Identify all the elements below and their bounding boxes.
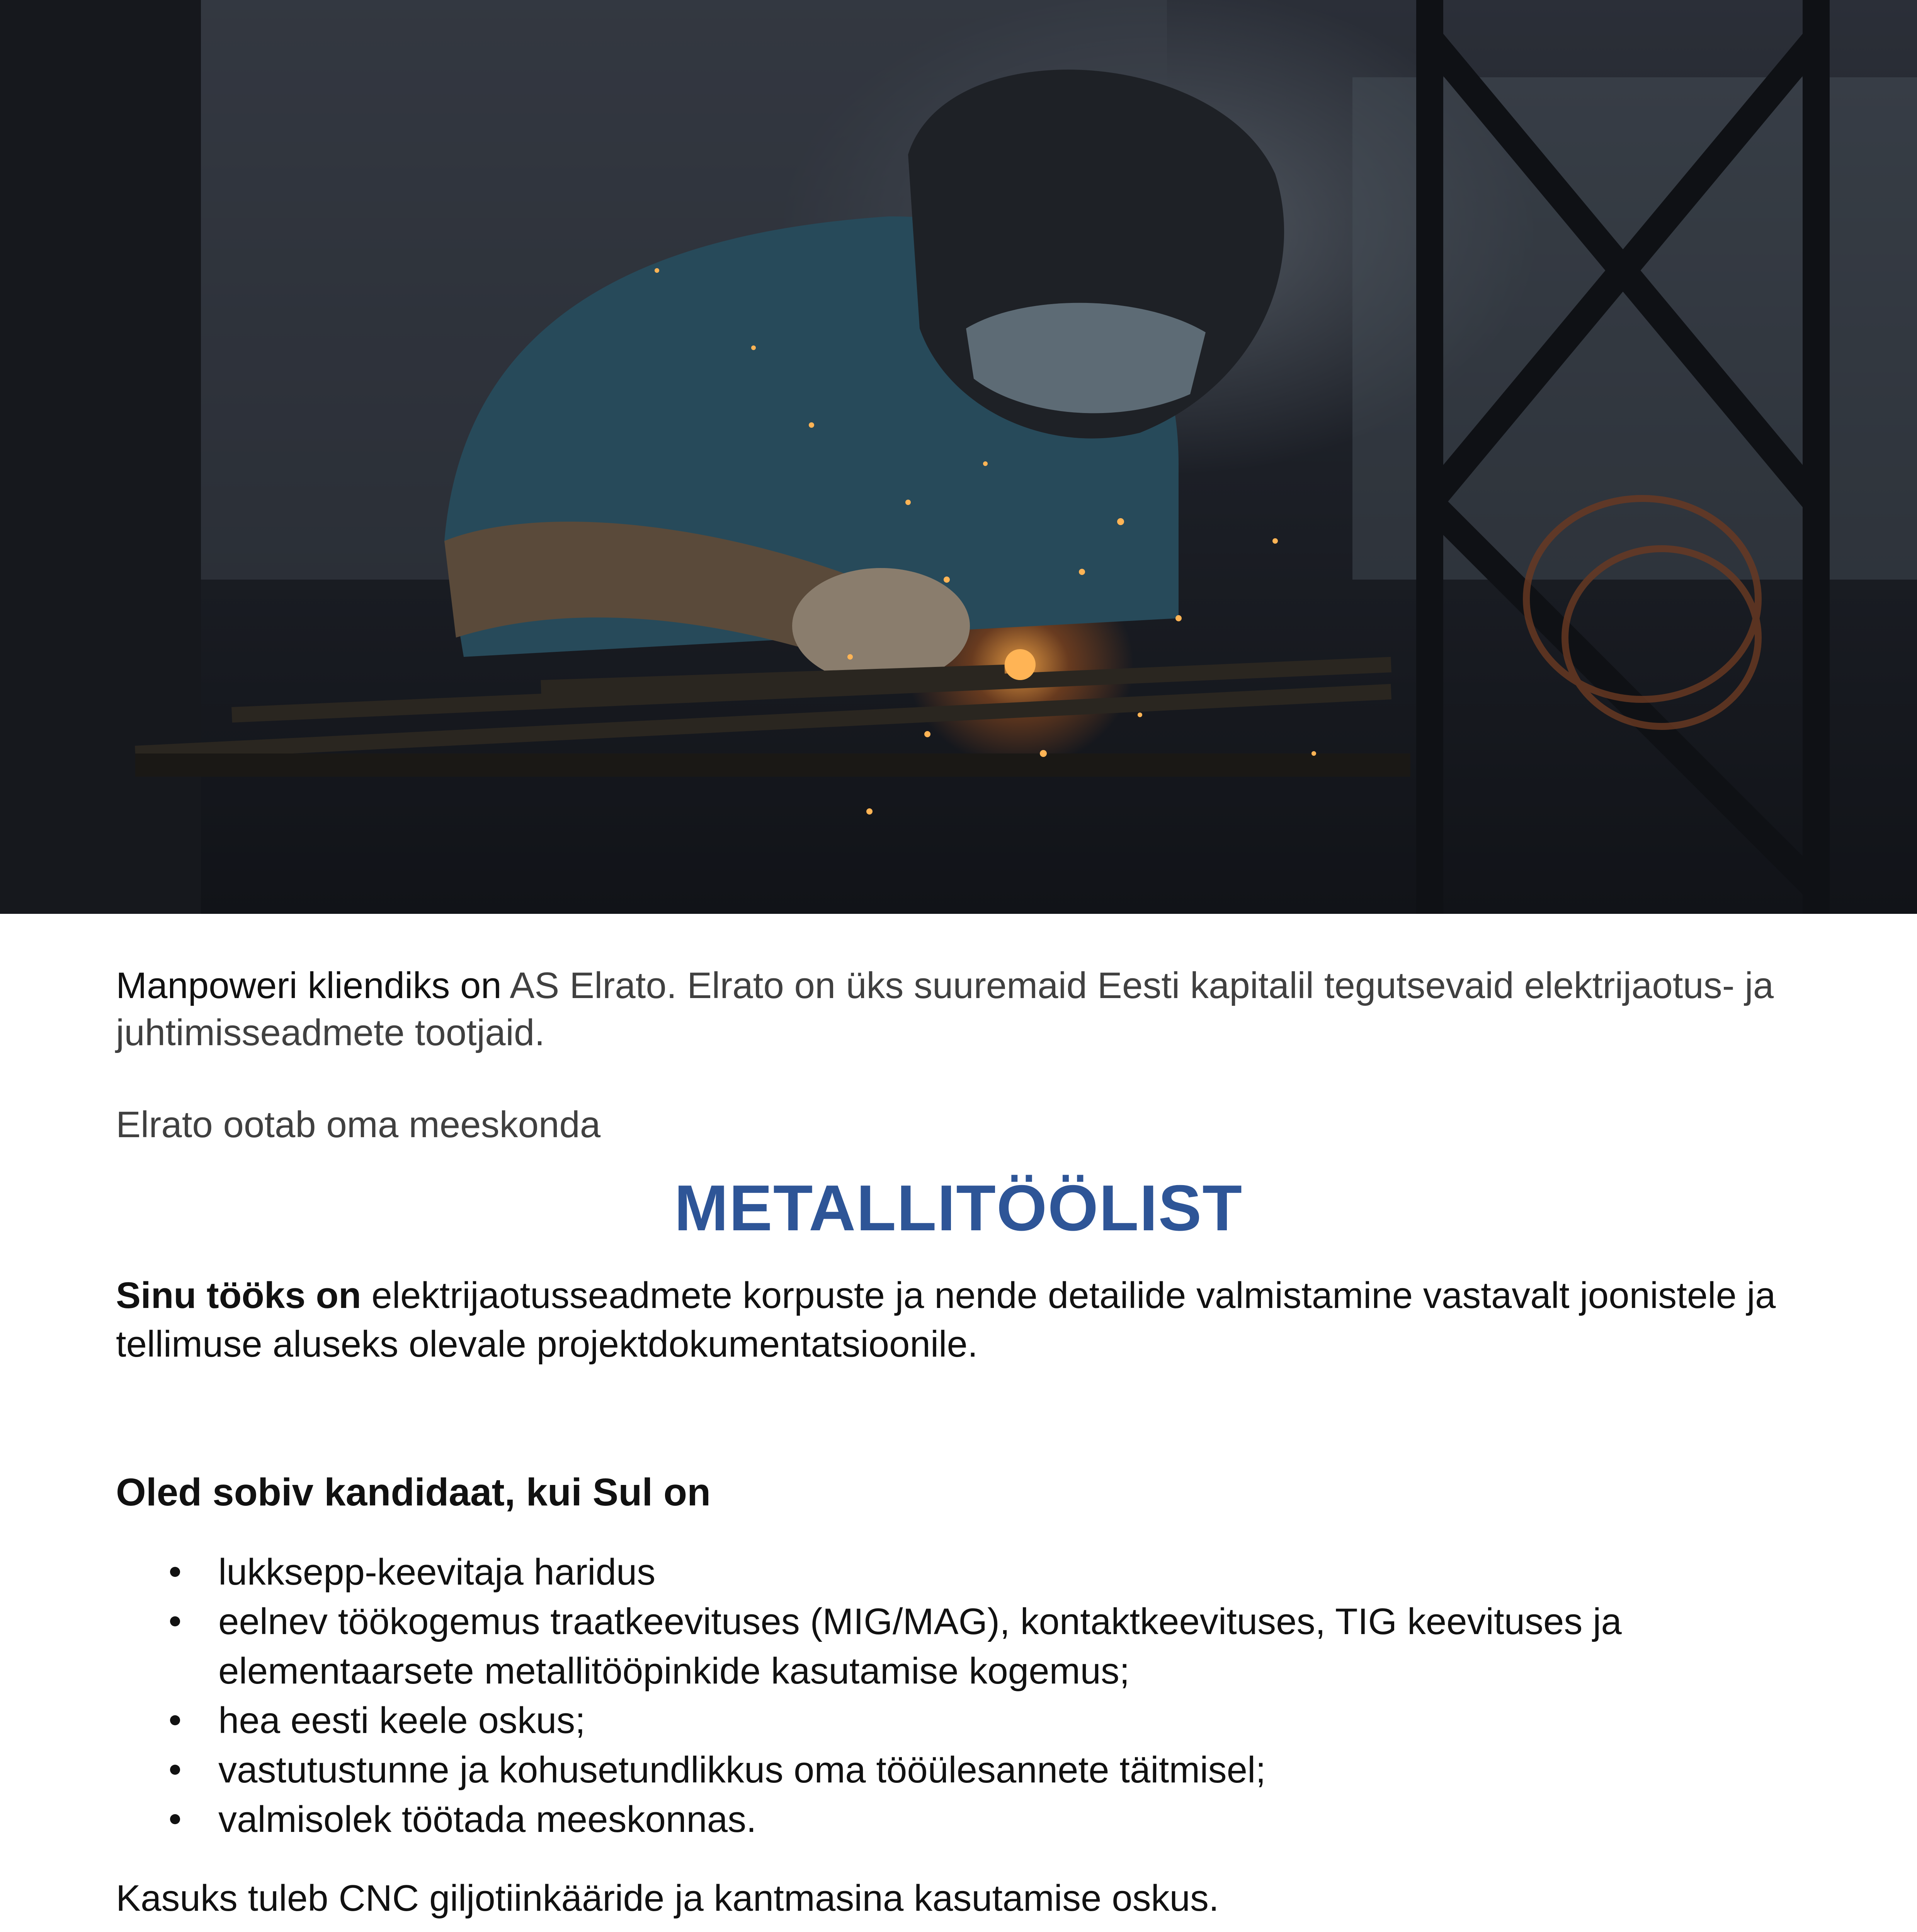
list-item-text: vastutustunne ja kohusetundlikkus oma tööülesannete täitmisel; (218, 1749, 1266, 1791)
list-item (116, 1696, 1778, 1745)
list-item (116, 1597, 1778, 1696)
list-item-text: valmisolek töötada meeskonnas. (218, 1799, 757, 1840)
list-item-text: lukksepp-keevitaja haridus (218, 1551, 656, 1593)
job-description-text: elektrijaotusseadmete korpuste ja nende detailide valmistamine vastavalt joonistele ja tellimuse aluseks olevale projektdokumentatsioonile. (116, 1275, 1776, 1365)
bullet-icon (170, 1616, 180, 1626)
welder-illustration (0, 0, 1917, 914)
requirements-heading: Oled sobiv kandidaat, kui Sul on (116, 1471, 711, 1514)
bullet-icon (170, 1765, 180, 1775)
list-item-text: eelnev töökogemus traatkeevituses (MIG/MAG), kontaktkeevituses, TIG keevituses ja elementaarsete metallitööpinkide kasutamise kogemus; (218, 1601, 1622, 1692)
list-item (116, 1548, 1778, 1597)
intro-lead-part2: AS Elrato. Elrato on üks suuremaid Eesti kapitalil tegutsevaid elektrijaotus- ja juhtimisseadmete tootjaid. (116, 965, 1774, 1053)
intro-waiting: Elrato ootab oma meeskonda (116, 1104, 601, 1145)
hero-welder-image (0, 0, 1917, 914)
intro-lead-part1: Manpoweri kliendiks on (116, 965, 510, 1006)
bullet-icon (170, 1814, 180, 1824)
job-description (116, 1271, 1816, 1369)
list-item-text: hea eesti keele oskus; (218, 1700, 585, 1741)
bullet-icon (170, 1715, 180, 1725)
list-item (116, 1795, 1778, 1844)
requirements-list (116, 1548, 1778, 1844)
bullet-icon (170, 1567, 180, 1577)
job-description-label: Sinu tööks on (116, 1275, 361, 1316)
intro-paragraph (116, 962, 1816, 1056)
list-item (116, 1745, 1778, 1795)
requirements-bonus: Kasuks tuleb CNC giljotiinkääride ja kantmasina kasutamise oskus. (116, 1878, 1219, 1919)
job-title: METALLITÖÖLIST (674, 1172, 1243, 1244)
